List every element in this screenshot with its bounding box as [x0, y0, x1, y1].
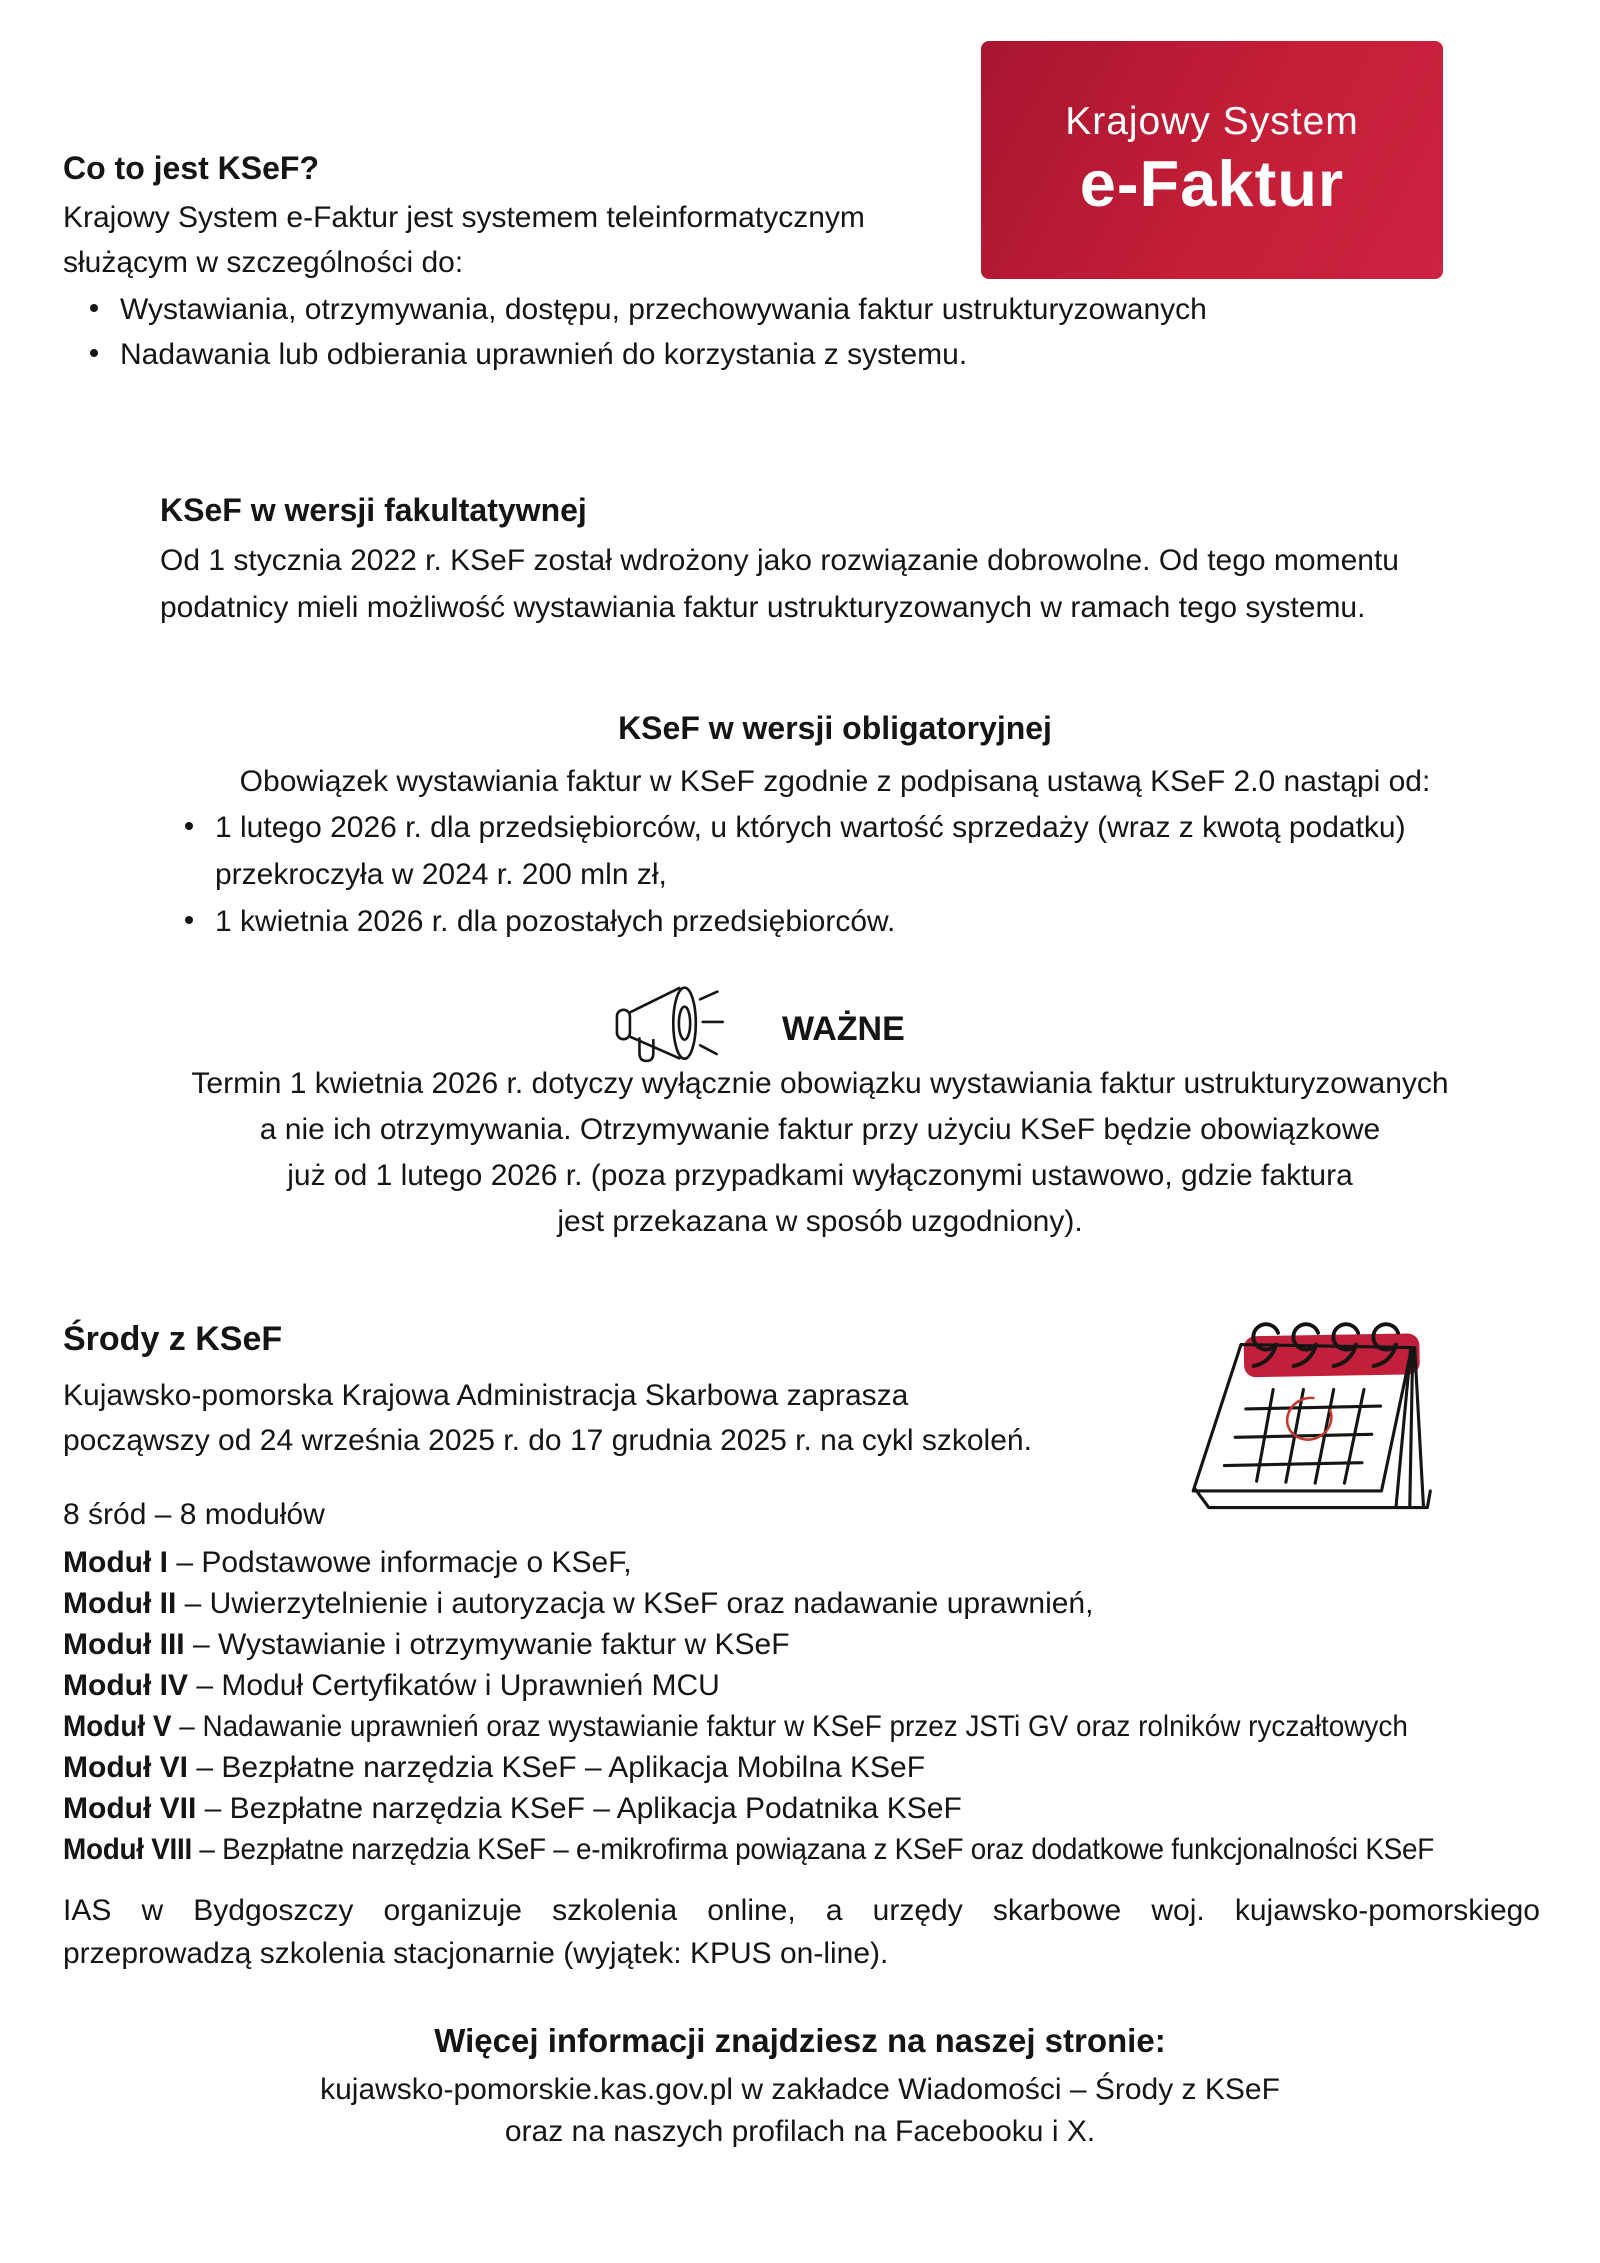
- ias-paragraph-line2: przeprowadzą szkolenia stacjonarnie (wyjątek: KPUS on-line).: [63, 1937, 889, 1970]
- megaphone-icon: [610, 972, 740, 1077]
- module-desc: – Moduł Certyfikatów i Uprawnień MCU: [187, 1669, 720, 1702]
- module-item-7: [63, 1792, 962, 1826]
- srody-line2: począwszy od 24 września 2025 r. do 17 grudnia 2025 r. na cykl szkoleń.: [63, 1424, 1032, 1457]
- fakultatywna-line2: podatnicy mieli możliwość wystawiania faktur ustrukturyzowanych w ramach tego systemu.: [160, 591, 1366, 624]
- module-item-5: [63, 1710, 1408, 1744]
- fakultatywna-line1: Od 1 stycznia 2022 r. KSeF został wdrożony jako rozwiązanie dobrowolne. Od tego momentu: [160, 544, 1399, 577]
- module-label: Moduł VIII: [63, 1833, 192, 1866]
- footer-heading: Więcej informacji znajdziesz na naszej stronie:: [434, 2022, 1166, 2059]
- module-desc: – Bezpłatne narzędzia KSeF – Aplikacja Podatnika KSeF: [196, 1792, 962, 1825]
- ias-paragraph-line1: IAS w Bydgoszczy organizuje szkolenia online, a urzędy skarbowe woj. kujawsko-pomorskiego: [63, 1894, 1540, 1927]
- logo-line2: e-Faktur: [1079, 146, 1345, 220]
- ksef-logo: [981, 41, 1443, 279]
- module-item-2: [63, 1587, 1093, 1621]
- footer-social-line: oraz na naszych profilach na Facebooku i X.: [504, 2115, 1096, 2148]
- obligatoryjna-bullet-1-line1: 1 lutego 2026 r. dla przedsiębiorców, u których wartość sprzedaży (wraz z kwotą podatku): [183, 810, 1406, 846]
- srody-line1: Kujawsko-pomorska Krajowa Administracja Skarbowa zaprasza: [63, 1379, 909, 1412]
- module-label: Moduł VI: [63, 1751, 188, 1784]
- module-desc: – Bezpłatne narzędzia KSeF – e-mikrofirma powiązana z KSeF oraz dodatkowe funkcjonalności KSeF: [191, 1833, 1434, 1866]
- srody-heading: Środy z KSeF: [63, 1320, 283, 1358]
- logo-line1: Krajowy System: [1065, 99, 1359, 143]
- schedule-summary: 8 śród – 8 modułów: [63, 1498, 325, 1531]
- module-desc: – Podstawowe informacje o KSeF,: [167, 1546, 632, 1579]
- module-label: Moduł II: [63, 1587, 177, 1620]
- wazne-line3: już od 1 lutego 2026 r. (poza przypadkami wyłączonymi ustawowo, gdzie faktura: [287, 1159, 1353, 1192]
- module-label: Moduł III: [63, 1628, 185, 1661]
- obligatoryjna-intro: Obowiązek wystawiania faktur w KSeF zgodnie z podpisaną ustawą KSeF 2.0 nastąpi od:: [239, 765, 1431, 798]
- wazne-line1: Termin 1 kwietnia 2026 r. dotyczy wyłącznie obowiązku wystawiania faktur ustrukturyzowanych: [191, 1067, 1449, 1100]
- calendar-icon: [1160, 1298, 1482, 1560]
- module-label: Moduł VII: [63, 1792, 197, 1825]
- wazne-line2: a nie ich otrzymywania. Otrzymywanie faktur przy użyciu KSeF będzie obowiązkowe: [259, 1113, 1381, 1146]
- wazne-line4: jest przekazana w sposób uzgodniony).: [557, 1205, 1083, 1238]
- intro-heading: Co to jest KSeF?: [63, 150, 320, 186]
- module-desc: – Bezpłatne narzędzia KSeF – Aplikacja Mobilna KSeF: [187, 1751, 926, 1784]
- obligatoryjna-bullet-2: 1 kwietnia 2026 r. dla pozostałych przedsiębiorców.: [183, 904, 895, 940]
- module-item-4: [63, 1669, 720, 1703]
- module-item-8: [63, 1833, 1434, 1867]
- intro-text-line2: służącym w szczególności do:: [63, 246, 464, 279]
- module-label: Moduł IV: [63, 1669, 188, 1702]
- module-desc: – Wystawianie i otrzymywanie faktur w KSeF: [184, 1628, 790, 1661]
- module-label: Moduł V: [63, 1710, 172, 1743]
- fakultatywna-heading: KSeF w wersji fakultatywnej: [160, 492, 587, 528]
- intro-bullet-1: Wystawiania, otrzymywania, dostępu, przechowywania faktur ustrukturyzowanych: [88, 292, 1207, 328]
- module-desc: – Uwierzytelnienie i autoryzacja w KSeF oraz nadawanie uprawnień,: [176, 1587, 1094, 1620]
- module-desc: – Nadawanie uprawnień oraz wystawianie faktur w KSeF przez JSTi GV oraz rolników ryczałtowych: [171, 1710, 1408, 1743]
- module-label: Moduł I: [63, 1546, 168, 1579]
- intro-bullet-2: Nadawania lub odbierania uprawnień do korzystania z systemu.: [88, 337, 967, 373]
- module-item-3: [63, 1628, 790, 1662]
- wazne-heading: WAŻNE: [782, 1010, 905, 1048]
- module-item-6: [63, 1751, 925, 1785]
- obligatoryjna-heading: KSeF w wersji obligatoryjnej: [618, 710, 1052, 746]
- intro-text-line1: Krajowy System e-Faktur jest systemem teleinformatycznym: [63, 201, 865, 234]
- module-item-1: [63, 1546, 632, 1580]
- footer-website-line: kujawsko-pomorskie.kas.gov.pl w zakładce Wiadomości – Środy z KSeF: [320, 2073, 1280, 2106]
- obligatoryjna-bullet-1-line2: przekroczyła w 2024 r. 200 mln zł,: [215, 858, 667, 891]
